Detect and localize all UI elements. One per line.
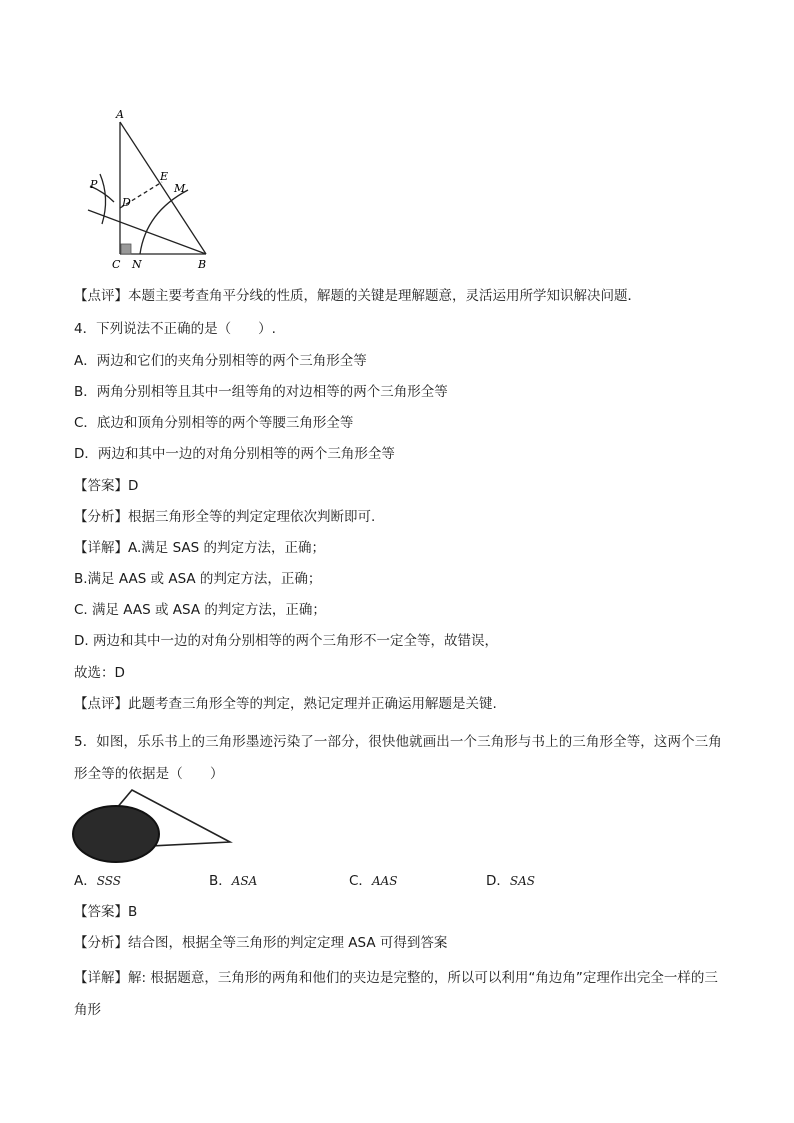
label-c: C (112, 258, 121, 271)
option-5d (486, 872, 535, 890)
comment-q3: 【点评】本题主要考查角平分线的性质，解题的关键是理解题意，灵活运用所学知识解决问题． (74, 288, 641, 304)
label-p: P (90, 178, 98, 191)
option-5a-letter: A． (74, 873, 97, 889)
question-4: 4．下列说法不正确的是（ ）. (74, 321, 276, 337)
analysis-4: 【分析】根据三角形全等的判定定理依次判断即可. (74, 509, 376, 525)
option-5c-value: AAS (371, 874, 398, 888)
segment-ab (120, 122, 206, 254)
option-5b-letter: B． (209, 873, 232, 889)
label-m: M (174, 182, 186, 195)
detail-4-b: B.满足 AAS 或 ASA 的判定方法，正确； (74, 571, 322, 587)
detail-4-a: 【详解】A.满足 SAS 的判定方法，正确； (74, 540, 325, 556)
geometry-figure (70, 104, 230, 274)
ink-triangle-figure (70, 786, 240, 866)
option-4b: B．两角分别相等且其中一组等角的对边相等的两个三角形全等 (74, 384, 448, 400)
option-5c (349, 872, 398, 890)
option-4c: C．底边和顶角分别相等的两个等腰三角形全等 (74, 415, 354, 431)
option-4a: A．两边和它们的夹角分别相等的两个三角形全等 (74, 353, 367, 369)
option-5b-value: ASA (231, 874, 258, 888)
option-4d: D．两边和其中一边的对角分别相等的两个三角形全等 (74, 446, 395, 462)
label-d: D (122, 196, 131, 209)
bisector-line (88, 210, 206, 254)
comment-4: 【点评】此题考查三角形全等的判定，熟记定理并正确运用解题是关键. (74, 696, 497, 712)
analysis-5: 【分析】结合图，根据全等三角形的判定定理 ASA 可得到答案 (74, 935, 448, 951)
label-a: A (116, 108, 124, 121)
detail-4-c: C. 满足 AAS 或 ASA 的判定方法，正确； (74, 602, 326, 618)
right-angle-mark (121, 244, 131, 254)
choice-4: 故选：D (74, 665, 125, 681)
label-n: N (132, 258, 142, 271)
question-5: 5．如图，乐乐书上的三角形墨迹污染了一部分，很快他就画出一个三角形与书上的三角形全等，这两个三角形全等的依据是（ ） (74, 734, 722, 782)
option-5d-value: SAS (509, 874, 536, 888)
option-5a-value: SSS (96, 874, 121, 888)
option-5c-letter: C． (349, 873, 372, 889)
answer-4: 【答案】D (74, 478, 139, 494)
detail-4-d: D. 两边和其中一边的对角分别相等的两个三角形不一定全等，故错误， (74, 633, 498, 649)
option-5b (209, 872, 257, 890)
ink-blot (73, 806, 159, 862)
label-e: E (160, 170, 169, 183)
option-5a (74, 872, 121, 890)
label-b: B (198, 258, 207, 271)
answer-5: 【答案】B (74, 904, 138, 920)
detail-5: 【详解】解: 根据题意，三角形的两角和他们的夹边是完整的，所以可以利用“角边角”定理作出完全一样的三角形 (74, 970, 718, 1018)
option-5d-letter: D． (486, 873, 510, 889)
